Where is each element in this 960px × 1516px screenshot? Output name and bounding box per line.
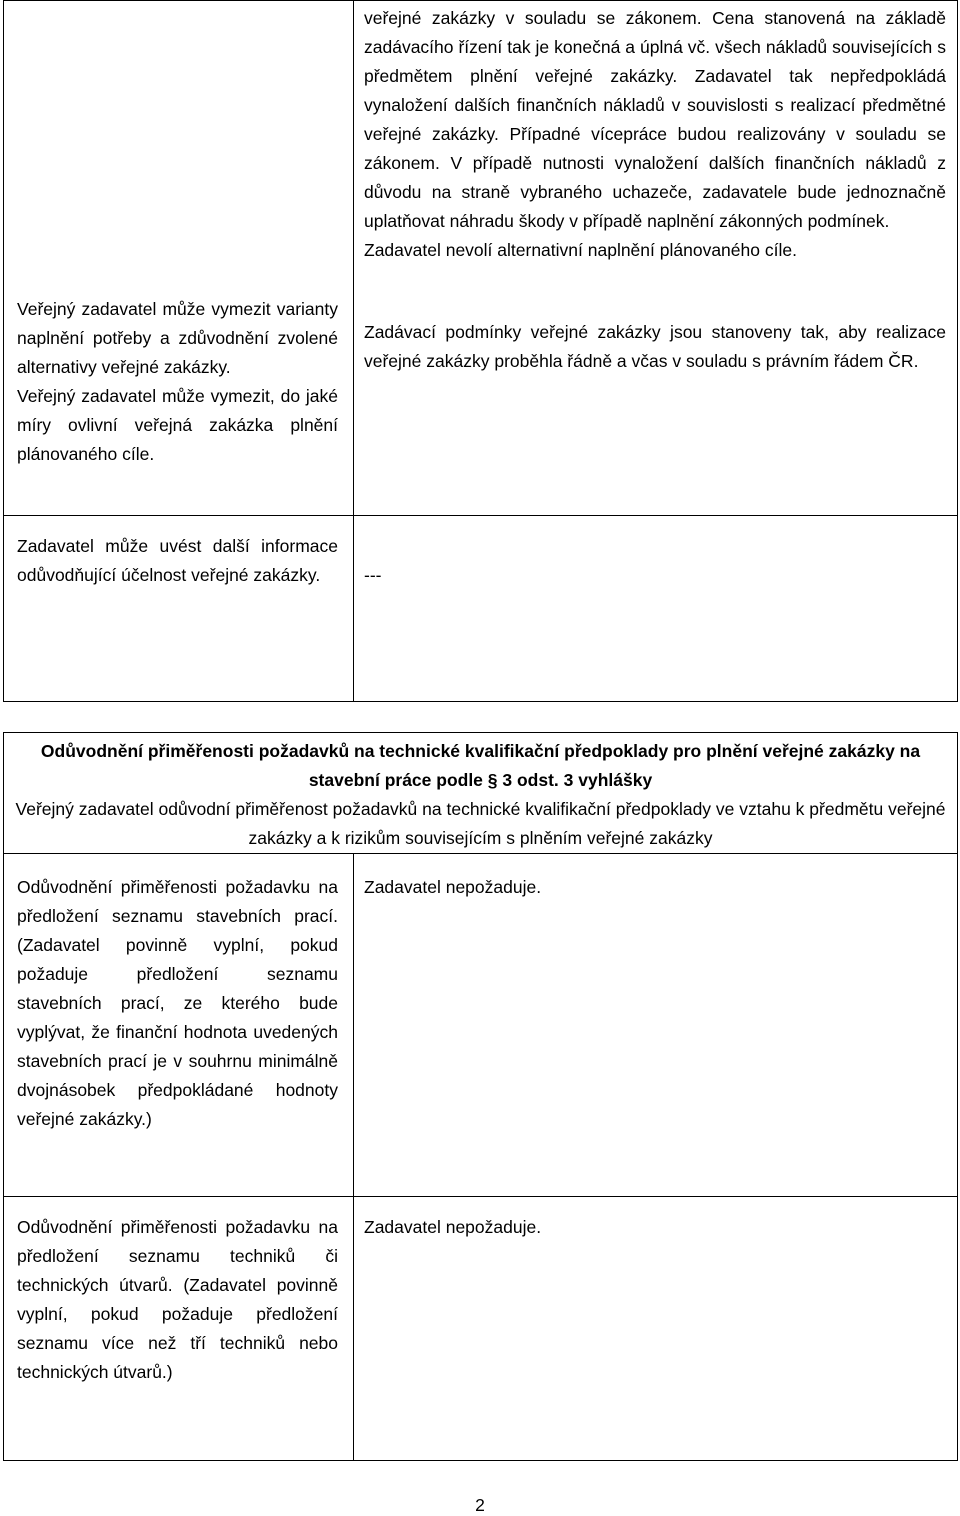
answer-text: Zadavatel nepožaduje. [364, 1217, 542, 1237]
table-row [4, 854, 958, 1197]
table-row [4, 1, 958, 516]
technical-qualification-table [3, 732, 958, 1461]
table-header-row [4, 733, 958, 854]
paragraph: Zadávací podmínky veřejné zakázky jsou stanoveny tak, aby realizace veřejné zakázky proběhla řádně a včas v souladu s právním řádem ČR. [364, 322, 946, 371]
table-cell-left [4, 1, 354, 516]
paragraph: Veřejný zadavatel může vymezit, do jaké míry ovlivní veřejná zakázka plnění plánovaného cíle. [17, 386, 338, 464]
requirement-text: Zadavatel může uvést další informace odůvodňující účelnost veřejné zakázky. [17, 536, 338, 585]
table-cell-right [354, 854, 958, 1197]
table-cell-left [4, 516, 354, 702]
section-subtitle: Veřejný zadavatel odůvodní přiměřenost požadavků na technické kvalifikační předpoklady ve vztahu k předmětu veřejné zakázky a k rizikům souvisejícím s plněním veřejné zakázky [15, 799, 946, 848]
requirement-text: Odůvodnění přiměřenosti požadavku na předložení seznamu techniků či technických útvarů. (Zadavatel povinně vyplní, pokud požaduje předložení seznamu více než tří techniků nebo technických útvarů.) [17, 1217, 338, 1382]
table-row [4, 1197, 958, 1461]
table-header-cell [4, 733, 958, 854]
table-cell-left [4, 854, 354, 1197]
requirement-text [17, 295, 338, 469]
purpose-justification-table [3, 0, 958, 702]
section-title: Odůvodnění přiměřenosti požadavků na technické kvalifikační předpoklady pro plnění veřejné zakázky na stavební práce podle § 3 odst. 3 vyhlášky [40, 741, 921, 790]
answer-text: Zadavatel nepožaduje. [364, 877, 542, 897]
page-number: 2 [475, 1495, 485, 1515]
answer-text: --- [364, 565, 382, 585]
table-row [4, 516, 958, 702]
table-cell-left [4, 1197, 354, 1461]
paragraph: Veřejný zadavatel může vymezit varianty naplnění potřeby a zdůvodnění zvolené alternativy veřejné zakázky. [17, 299, 338, 377]
table-cell-right [354, 516, 958, 702]
table-cell-right [354, 1, 958, 516]
table-cell-right [354, 1197, 958, 1461]
paragraph: Zadavatel nevolí alternativní naplnění plánovaného cíle. [364, 240, 797, 260]
paragraph: veřejné zakázky v souladu se zákonem. Cena stanovená na základě zadávacího řízení tak je konečná a úplná vč. všech nákladů souvisejících s předmětem plnění veřejné zakázky. Zadavatel tak nepředpokládá vynaložení dalších finančních nákladů v souvislosti s realizací předmětné veřejné zakázky. Případné vícepráce budou realizovány v souladu se zákonem. V případě nutnosti vynaložení dalších finančních nákladů z důvodu na straně vybraného uchazeče, zadavatele bude jednoznačně uplatňovat náhradu škody v případě naplnění zákonných podmínek. [364, 8, 946, 231]
requirement-text: Odůvodnění přiměřenosti požadavku na předložení seznamu stavebních prací. (Zadavatel povinně vyplní, pokud požaduje předložení seznamu stavebních prací, ze kterého bude vyplývat, že finanční hodnota uvedených stavebních prací je v souhrnu minimálně dvojnásobek předpokládané hodnoty veřejné zakázky.) [17, 877, 338, 1129]
answer-text [364, 4, 946, 376]
